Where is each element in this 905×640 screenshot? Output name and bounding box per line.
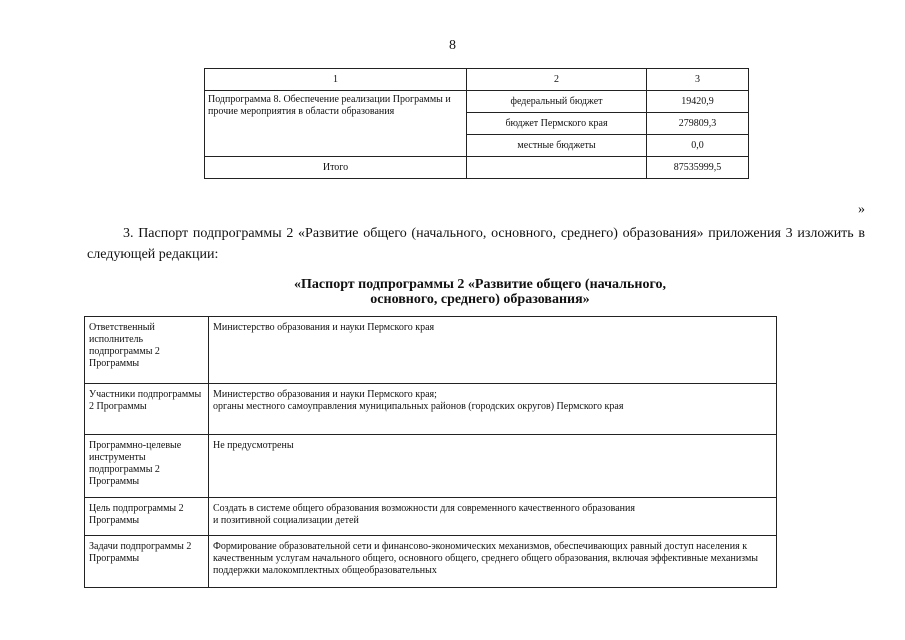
passport-label: Участники подпрограммы 2 Программы	[85, 384, 209, 435]
passport-value: Министерство образования и науки Пермского края	[209, 317, 777, 384]
budget-value-cell: 19420,9	[647, 91, 749, 113]
budget-source-cell: местные бюджеты	[467, 135, 647, 157]
passport-value: Формирование образовательной сети и финансово-экономических механизмов, обеспечивающих равный доступ населения к качественным услугам начального общего, основного общего, среднего общего образования, включая эффективные механизмы поддержки малокомплектных общеобразовательных	[209, 536, 777, 588]
passport-value: Министерство образования и науки Пермского края; органы местного самоуправления муниципальных районов (городских округов) Пермского края	[209, 384, 777, 435]
passport-value: Не предусмотрены	[209, 435, 777, 498]
passport-label: Задачи подпрограммы 2 Программы	[85, 536, 209, 588]
passport-label: Программно-целевые инструменты подпрограммы 2 Программы	[85, 435, 209, 498]
budget-table	[204, 68, 749, 179]
passport-table	[84, 316, 777, 588]
passport-row	[85, 536, 777, 588]
passport-row	[85, 498, 777, 536]
section-title-line: «Паспорт подпрограммы 2 «Развитие общего (начального,	[294, 277, 666, 292]
budget-value-cell: 279809,3	[647, 113, 749, 135]
page-number: 8	[449, 38, 456, 53]
passport-row	[85, 317, 777, 384]
table-row	[205, 91, 749, 113]
total-row	[205, 157, 749, 179]
budget-source-cell: федеральный бюджет	[467, 91, 647, 113]
passport-label: Ответственный исполнитель подпрограммы 2 Программы	[85, 317, 209, 384]
total-label-cell: Итого	[205, 157, 467, 179]
closing-quote: »	[858, 202, 865, 217]
program-label-cell: Подпрограмма 8. Обеспечение реализации Программы и прочие мероприятия в области образования	[205, 91, 467, 157]
amendment-paragraph: 3. Паспорт подпрограммы 2 «Развитие общего (начального, основного, среднего) образования» приложения 3 изложить в следующей редакции:	[87, 226, 865, 262]
table-header-row	[205, 69, 749, 91]
passport-value: Создать в системе общего образования возможности для современного качественного образования и позитивной социализации детей	[209, 498, 777, 536]
column-header: 3	[647, 69, 749, 91]
column-header: 2	[467, 69, 647, 91]
passport-row	[85, 435, 777, 498]
passport-label: Цель подпрограммы 2 Программы	[85, 498, 209, 536]
column-header: 1	[205, 69, 467, 91]
passport-row	[85, 384, 777, 435]
section-title	[260, 277, 700, 307]
budget-source-cell: бюджет Пермского края	[467, 113, 647, 135]
total-budget-cell	[467, 157, 647, 179]
section-title-line: основного, среднего) образования»	[370, 292, 590, 307]
budget-value-cell: 0,0	[647, 135, 749, 157]
total-value-cell: 87535999,5	[647, 157, 749, 179]
